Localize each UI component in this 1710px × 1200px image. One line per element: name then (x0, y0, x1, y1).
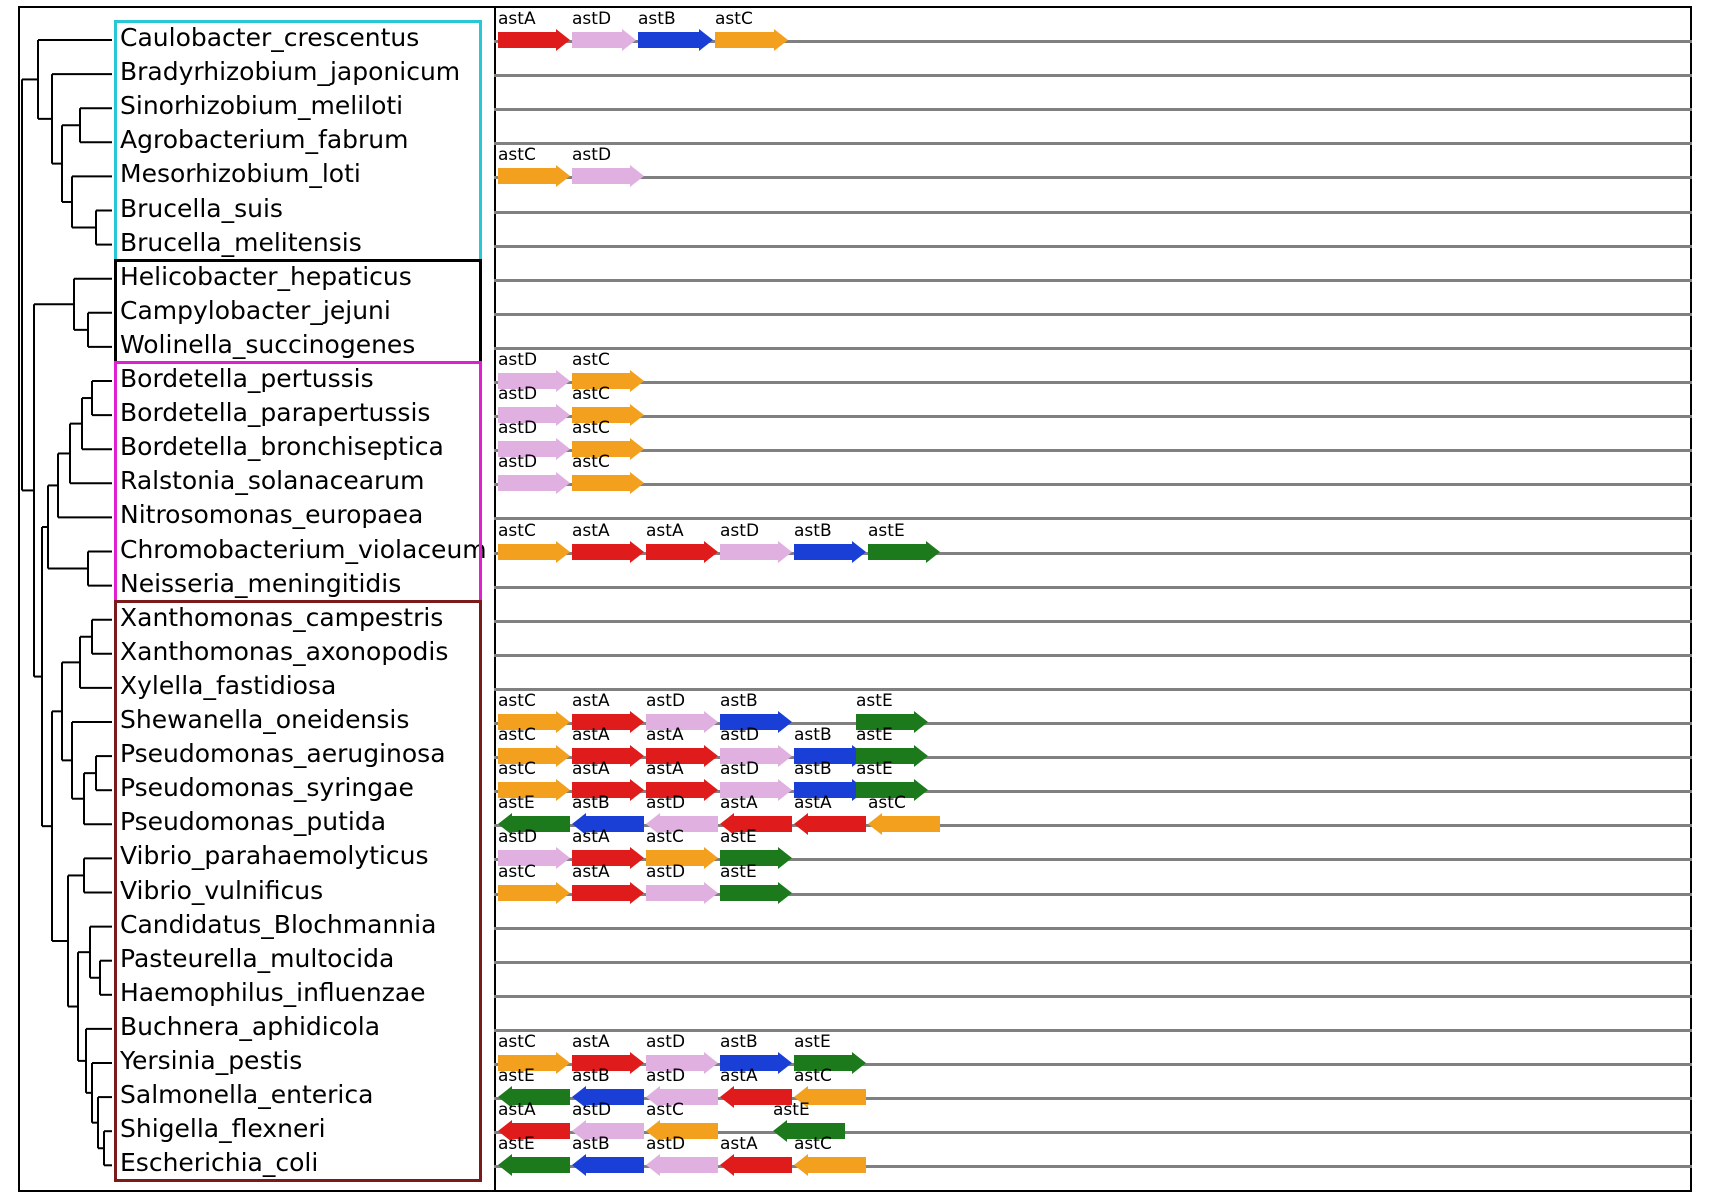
gene-arrow-astA[interactable] (794, 813, 866, 835)
gene-label: astC (572, 350, 610, 370)
genome-track-line (494, 347, 1692, 350)
taxon-label-xylella-fastidiosa: Xylella_fastidiosa (120, 670, 337, 700)
gene-arrow-astA[interactable] (572, 541, 644, 563)
genome-track-line (494, 176, 1692, 179)
gene-label: astB (794, 520, 832, 541)
gene-label: astA (794, 793, 832, 814)
taxon-label-neisseria-meningitidis: Neisseria_meningitidis (120, 568, 402, 598)
gene-arrow-astD[interactable] (720, 541, 792, 563)
genome-track-line (494, 74, 1692, 77)
gene-label: astE (868, 520, 905, 541)
gene-label: astA (498, 9, 536, 29)
gene-label: astD (646, 1066, 686, 1087)
genome-track-line (494, 279, 1692, 282)
taxon-label-pseudomonas-syringae: Pseudomonas_syringae (120, 773, 414, 803)
genome-track-line (494, 449, 1692, 452)
gene-label: astC (572, 418, 610, 439)
gene-arrow-astC[interactable] (868, 813, 940, 835)
gene-label: astE (498, 1134, 535, 1155)
genome-track-line (494, 211, 1692, 214)
gene-label: astD (720, 759, 760, 780)
genome-track-line (494, 483, 1692, 486)
gene-label: astA (572, 520, 610, 541)
gene-label: astE (498, 793, 535, 814)
taxon-label-brucella-suis: Brucella_suis (120, 193, 283, 223)
gene-arrow-astC[interactable] (498, 541, 570, 563)
gene-label: astB (572, 1134, 610, 1155)
gene-label: astA (572, 759, 610, 780)
gene-arrow-astB[interactable] (794, 541, 866, 563)
gene-label: astA (646, 520, 684, 541)
taxon-label-bordetella-bronchiseptica: Bordetella_bronchiseptica (120, 432, 444, 462)
genome-track-line (494, 654, 1692, 657)
gene-label: astD (646, 1032, 686, 1052)
gene-arrow-astC[interactable] (572, 472, 644, 494)
gene-label: astA (572, 827, 610, 848)
taxon-label-helicobacter-hepaticus: Helicobacter_hepaticus (120, 261, 412, 291)
gene-arrow-astD[interactable] (572, 165, 644, 187)
taxon-label-salmonella-enterica: Salmonella_enterica (120, 1080, 374, 1110)
gene-label: astD (572, 9, 612, 29)
gene-label: astA (572, 725, 610, 746)
gene-arrow-astC[interactable] (498, 882, 570, 904)
gene-label: astA (720, 1066, 758, 1087)
gene-arrow-astA[interactable] (498, 29, 570, 51)
gene-label: astA (572, 1032, 610, 1052)
gene-label: astA (572, 861, 610, 882)
gene-label: astB (638, 9, 676, 29)
taxon-label-haemophilus-influenzae: Haemophilus_influenzae (120, 977, 426, 1007)
gene-label: astC (868, 793, 906, 814)
gene-synteny-panel (494, 0, 1692, 1200)
gene-label: astD (720, 725, 760, 746)
taxon-label-nitrosomonas-europaea: Nitrosomonas_europaea (120, 500, 424, 530)
gene-label: astC (646, 827, 684, 848)
gene-label: astB (572, 1066, 610, 1087)
gene-label: astA (646, 759, 684, 780)
taxon-label-xanthomonas-campestris: Xanthomonas_campestris (120, 602, 444, 632)
gene-label: astC (794, 1066, 832, 1087)
taxon-label-brucella-melitensis: Brucella_melitensis (120, 227, 362, 257)
gene-label: astA (646, 725, 684, 746)
gene-label: astD (498, 452, 538, 473)
taxon-label-vibrio-parahaemolyticus: Vibrio_parahaemolyticus (120, 841, 429, 871)
taxon-label-shigella-flexneri: Shigella_flexneri (120, 1114, 326, 1144)
gene-arrow-astD[interactable] (572, 29, 636, 51)
taxon-label-campylobacter-jejuni: Campylobacter_jejuni (120, 295, 391, 325)
gene-label: astC (498, 520, 536, 541)
taxon-label-chromobacterium-violaceum: Chromobacterium_violaceum (120, 534, 487, 564)
clade-box-betaproteobacteria (114, 361, 482, 603)
taxon-label-agrobacterium-fabrum: Agrobacterium_fabrum (120, 125, 409, 155)
gene-label: astC (498, 1032, 536, 1052)
gene-arrow-astE[interactable] (868, 541, 940, 563)
taxon-label-shewanella-oneidensis: Shewanella_oneidensis (120, 705, 410, 734)
gene-arrow-astC[interactable] (715, 29, 788, 51)
gene-label: astD (498, 350, 538, 370)
gene-label: astD (498, 827, 538, 848)
taxon-label-pseudomonas-putida: Pseudomonas_putida (120, 807, 387, 837)
gene-label: astE (720, 861, 757, 882)
gene-label: astD (646, 793, 686, 814)
gene-arrow-astE[interactable] (720, 882, 792, 904)
gene-label: astC (572, 452, 610, 473)
clade-box-gammaproteobacteria (114, 600, 482, 1183)
gene-label: astE (773, 1100, 810, 1121)
gene-arrow-astD[interactable] (498, 472, 570, 494)
taxon-label-escherichia-coli: Escherichia_coli (120, 1148, 319, 1178)
gene-arrow-astA[interactable] (646, 541, 718, 563)
gene-label: astD (498, 384, 538, 405)
taxon-label-pasteurella-multocida: Pasteurella_multocida (120, 943, 395, 973)
genome-track-line (494, 995, 1692, 998)
gene-label: astA (498, 1100, 536, 1121)
taxon-label-caulobacter-crescentus: Caulobacter_crescentus (120, 23, 420, 52)
gene-arrow-astC[interactable] (794, 1154, 866, 1176)
genome-track-line (494, 245, 1692, 248)
clade-box-epsilonproteobacteria (114, 259, 482, 364)
taxon-label-yersinia-pestis: Yersinia_pestis (120, 1046, 303, 1075)
taxon-label-sinorhizobium-meliloti: Sinorhizobium_meliloti (120, 91, 404, 121)
taxon-label-buchnera-aphidicola: Buchnera_aphidicola (120, 1011, 381, 1041)
genome-track-line (494, 961, 1692, 964)
genome-track-line (494, 415, 1692, 418)
gene-label: astB (794, 759, 832, 780)
genome-track-line (494, 142, 1692, 145)
gene-label: astC (572, 384, 610, 405)
taxon-label-bordetella-pertussis: Bordetella_pertussis (120, 364, 374, 393)
gene-label: astD (572, 145, 612, 166)
gene-arrow-astC[interactable] (498, 165, 570, 187)
taxon-label-candidatus-blochmannia: Candidatus_Blochmannia (120, 909, 437, 939)
taxon-label-ralstonia-solanacearum: Ralstonia_solanacearum (120, 466, 425, 496)
gene-label: astC (715, 9, 753, 29)
gene-label: astD (646, 1134, 686, 1155)
gene-arrow-astB[interactable] (638, 29, 713, 51)
gene-label: astD (498, 418, 538, 439)
gene-label: astC (498, 759, 536, 780)
gene-label: astD (646, 691, 686, 711)
gene-label: astE (720, 827, 757, 848)
gene-arrow-astA[interactable] (720, 1154, 792, 1176)
gene-label: astB (572, 793, 610, 814)
genome-track-line (494, 381, 1692, 384)
taxon-label-mesorhizobium-loti: Mesorhizobium_loti (120, 159, 361, 189)
clade-box-alphaproteobacteria (114, 20, 482, 262)
gene-label: astE (856, 691, 893, 711)
gene-label: astE (856, 759, 893, 780)
gene-label: astC (498, 691, 536, 711)
gene-label: astE (856, 725, 893, 746)
gene-arrow-astB[interactable] (572, 1154, 644, 1176)
gene-label: astB (720, 691, 758, 711)
gene-label: astE (794, 1032, 831, 1052)
taxon-label-pseudomonas-aeruginosa: Pseudomonas_aeruginosa (120, 739, 446, 769)
genome-track-line (494, 620, 1692, 623)
gene-label: astD (572, 1100, 612, 1121)
gene-label: astC (498, 145, 536, 166)
gene-label: astE (498, 1066, 535, 1087)
taxon-label-bordetella-parapertussis: Bordetella_parapertussis (120, 398, 431, 428)
gene-label: astA (572, 691, 610, 711)
gene-label: astA (720, 793, 758, 814)
taxon-label-wolinella-succinogenes: Wolinella_succinogenes (120, 329, 416, 359)
gene-label: astD (646, 861, 686, 882)
taxon-label-vibrio-vulnificus: Vibrio_vulnificus (120, 875, 324, 905)
genome-track-line (494, 313, 1692, 316)
gene-label: astC (498, 861, 536, 882)
genome-track-line (494, 927, 1692, 930)
gene-label: astD (720, 520, 760, 541)
taxon-label-bradyrhizobium-japonicum: Bradyrhizobium_japonicum (120, 57, 461, 87)
gene-arrow-astD[interactable] (646, 882, 718, 904)
gene-arrow-astE[interactable] (498, 1154, 570, 1176)
genome-track-line (494, 108, 1692, 111)
gene-label: astC (498, 725, 536, 746)
gene-arrow-astA[interactable] (572, 882, 644, 904)
genome-track-line (494, 586, 1692, 589)
gene-label: astC (646, 1100, 684, 1121)
taxon-label-xanthomonas-axonopodis: Xanthomonas_axonopodis (120, 636, 449, 666)
gene-label: astC (794, 1134, 832, 1155)
gene-label: astA (720, 1134, 758, 1155)
gene-label: astB (720, 1032, 758, 1052)
gene-arrow-astD[interactable] (646, 1154, 718, 1176)
gene-label: astB (794, 725, 832, 746)
